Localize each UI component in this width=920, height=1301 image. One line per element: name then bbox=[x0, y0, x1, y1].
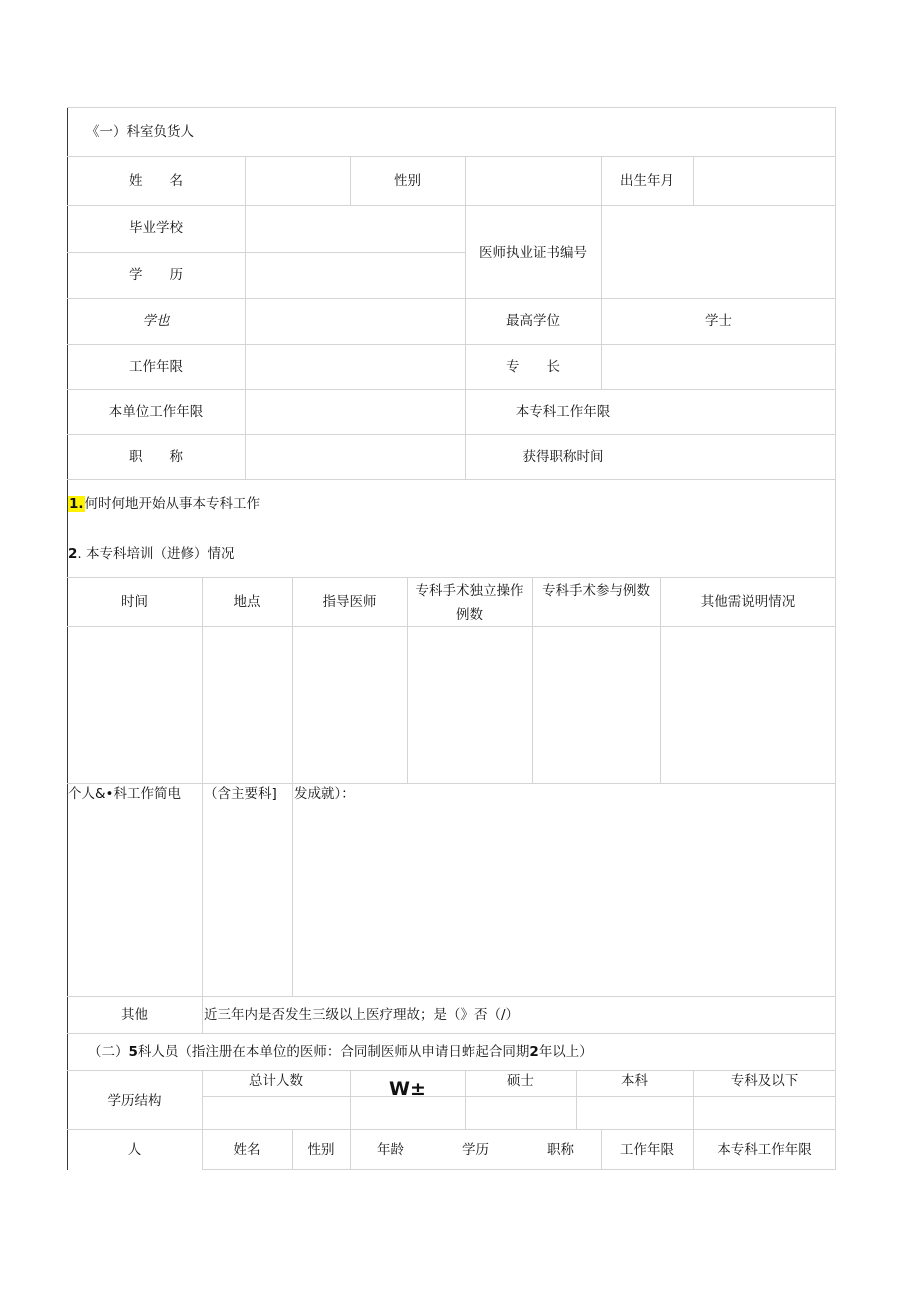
question-1-text: 何时何地开始从事本专科工作 bbox=[84, 496, 261, 512]
line-r11 bbox=[67, 996, 836, 997]
line-r8 bbox=[67, 577, 836, 578]
staff-header-dept-years: 本专科工作年限 bbox=[717, 1142, 812, 1158]
line-r7 bbox=[67, 479, 836, 480]
line-r14 bbox=[67, 1129, 836, 1130]
staff-header-work-years: 工作年限 bbox=[620, 1142, 674, 1158]
v-292r bbox=[292, 783, 293, 996]
training-header-time: 时间 bbox=[121, 594, 148, 610]
section2-title-c: 科人员（指注册在本单位的医师：合同制医师从申请日蚱起合同期 bbox=[137, 1044, 530, 1060]
work-years-label: 工作年限 bbox=[129, 359, 183, 375]
training-header-independent: 专科手术独立操作 bbox=[415, 583, 524, 599]
degree-label: 最高学位 bbox=[506, 313, 560, 329]
question-2-number: 2 bbox=[68, 546, 78, 562]
staff-header-title: 职称 bbox=[547, 1142, 574, 1158]
line-r15 bbox=[202, 1169, 836, 1170]
name-label: 姓 名 bbox=[129, 173, 183, 189]
birth-label: 出生年月 bbox=[620, 173, 674, 189]
title-time-label: 获得职称时间 bbox=[522, 449, 604, 465]
line-r2 bbox=[67, 205, 836, 206]
line-r13 bbox=[67, 1070, 836, 1071]
staff-header-gender: 性别 bbox=[307, 1142, 335, 1158]
v-350s bbox=[350, 1129, 351, 1170]
other-text: 近三年内是否发生三级以上医疗理故；是（》否（/） bbox=[204, 1007, 520, 1023]
degree-value: 学士 bbox=[705, 313, 732, 329]
section2-title bbox=[88, 1043, 593, 1061]
edu-header-bachelor: 本科 bbox=[621, 1073, 648, 1089]
line-r13b bbox=[202, 1096, 836, 1097]
title-label: 职 称 bbox=[129, 449, 183, 465]
line-r1 bbox=[67, 156, 836, 157]
question-2-text: . 本专科培训（进修）情况 bbox=[77, 546, 235, 562]
section2-title-a: （二） bbox=[88, 1044, 129, 1060]
section1-title: 《一）科室负货人 bbox=[86, 124, 194, 140]
training-header-participate: 专科手术参与例数 bbox=[542, 583, 650, 599]
specialty-label: 专 长 bbox=[506, 359, 560, 375]
v-350e bbox=[350, 1070, 351, 1129]
edu-header-junior: 专科及以下 bbox=[730, 1073, 799, 1089]
gender-label: 性别 bbox=[394, 173, 421, 189]
unit-years-label: 本单位工作年限 bbox=[108, 404, 204, 420]
section2-title-b: 5 bbox=[128, 1044, 138, 1060]
training-header-independent-count: 例数 bbox=[456, 607, 483, 623]
v-202r bbox=[202, 783, 203, 996]
staff-header-age: 年龄 bbox=[377, 1142, 404, 1158]
v-601b bbox=[601, 205, 602, 389]
v-202o bbox=[202, 996, 203, 1033]
section2-title-d: 2 bbox=[529, 1044, 539, 1060]
edu-header-master: 硕士 bbox=[507, 1073, 534, 1089]
line-top bbox=[67, 107, 836, 108]
staff-header-name: 姓名 bbox=[233, 1142, 261, 1158]
question-1-number: 1. bbox=[69, 496, 84, 512]
line-r9 bbox=[67, 626, 836, 627]
major-label: 学也 bbox=[142, 313, 170, 329]
resume-label-b: （含主要科] bbox=[204, 786, 277, 802]
edu-header-total: 总计人数 bbox=[249, 1073, 303, 1089]
education-label: 学 历 bbox=[129, 267, 183, 283]
other-label: 其他 bbox=[121, 1007, 148, 1023]
training-header-other: 其他需说明情况 bbox=[700, 594, 796, 610]
table-border-right bbox=[835, 107, 836, 1170]
license-label: 医师执业证书编号 bbox=[479, 245, 587, 261]
edu-header-doctor: W± bbox=[389, 1078, 426, 1100]
section2-title-e: 年以上） bbox=[538, 1044, 593, 1060]
v-245 bbox=[245, 156, 246, 479]
training-header-mentor: 指导医师 bbox=[322, 594, 377, 610]
school-label: 毕业学校 bbox=[129, 220, 183, 236]
line-r4 bbox=[67, 344, 836, 345]
dept-years-label: 本专科工作年限 bbox=[515, 404, 611, 420]
v-532t bbox=[532, 577, 533, 783]
v-693 bbox=[693, 156, 694, 205]
resume-label-a: 个人&•科工作简电 bbox=[68, 786, 181, 802]
training-header-place: 地点 bbox=[233, 594, 261, 610]
line-r2b bbox=[67, 252, 465, 253]
staff-label: 人 bbox=[127, 1142, 142, 1158]
line-r6 bbox=[67, 434, 836, 435]
resume-label-c: 发成就）： bbox=[294, 786, 355, 802]
question-2 bbox=[68, 545, 235, 563]
question-1 bbox=[68, 495, 260, 513]
staff-header-education: 学历 bbox=[462, 1142, 489, 1158]
line-r3 bbox=[67, 298, 836, 299]
line-r5 bbox=[67, 389, 836, 390]
line-r12 bbox=[67, 1033, 836, 1034]
line-r10 bbox=[67, 783, 836, 784]
edu-structure-label: 学历结构 bbox=[107, 1093, 162, 1109]
